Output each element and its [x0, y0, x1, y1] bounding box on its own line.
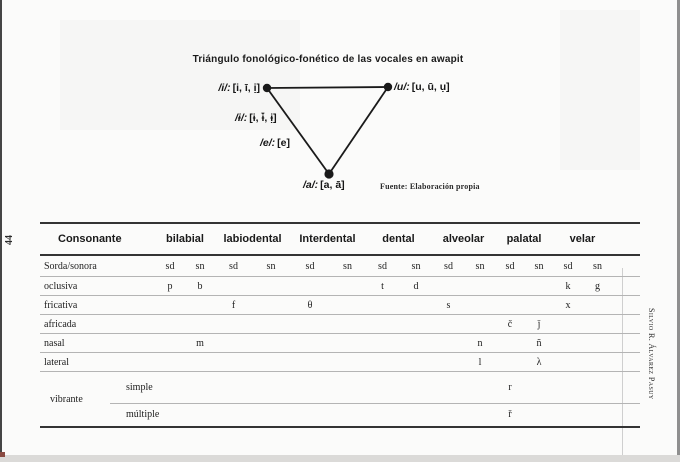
- table-cell: sn: [534, 260, 544, 272]
- table-cell: [155, 334, 185, 352]
- table-cell-filler: [612, 353, 640, 371]
- table-cell: [252, 353, 290, 371]
- table-cell: l: [478, 356, 482, 368]
- table-cell-filler: [612, 334, 640, 352]
- table-cell: θ: [307, 299, 313, 311]
- column-header-interdental: Interdental: [299, 233, 356, 245]
- table-cell: sn: [593, 260, 602, 272]
- table-cell: [553, 353, 583, 371]
- table-row-lateral: [40, 353, 640, 372]
- table-cell: č: [507, 318, 513, 330]
- table-cell: [155, 372, 185, 403]
- table-cell: [215, 372, 252, 403]
- table-cell: [185, 403, 215, 426]
- table-cell: [290, 334, 330, 352]
- table-cell: t: [381, 280, 384, 292]
- table-cell: [290, 315, 330, 333]
- table-cell: [252, 334, 290, 352]
- table-cell: [583, 403, 612, 426]
- table-cell: [400, 315, 432, 333]
- consonant-table: [40, 222, 640, 428]
- table-cell: ř: [508, 409, 512, 420]
- table-cell: g: [595, 280, 600, 292]
- vowel-label-central: [235, 112, 277, 124]
- table-cell: [553, 372, 583, 403]
- allophones-u: [u, ū, ụ]: [411, 81, 450, 93]
- figure-title: Triángulo fonológico-fonético de las vocales en awapit: [192, 54, 464, 65]
- table-row-nasal: [40, 334, 640, 353]
- table-cell: [252, 277, 290, 295]
- table-cell: x: [565, 299, 571, 311]
- phoneme-u: /u/:: [394, 81, 410, 93]
- vowel-label-i: [198, 82, 260, 94]
- table-cell: r: [508, 382, 512, 393]
- table-row-vibrante-simple: [40, 372, 640, 403]
- vowel-label-u: [394, 81, 450, 93]
- table-cell: b: [197, 280, 203, 292]
- table-cell: [290, 372, 330, 403]
- table-cell: [185, 353, 215, 371]
- table-cell: [583, 296, 612, 314]
- row-label-africada: africada: [44, 318, 77, 330]
- table-cell: [432, 372, 465, 403]
- table-cell-filler: [612, 372, 640, 403]
- table-cell: [290, 403, 330, 426]
- table-header-row: [40, 224, 640, 256]
- table-cell: [252, 403, 290, 426]
- table-cell: sd: [229, 260, 238, 272]
- table-cell: [365, 372, 400, 403]
- table-cell: [583, 353, 612, 371]
- table-cell-filler: [612, 256, 640, 276]
- page-number: 44: [3, 235, 15, 245]
- allophones-a: [a, ā]: [320, 179, 345, 191]
- table-cell: sd: [305, 260, 315, 272]
- table-cell: [400, 372, 432, 403]
- table-cell: s: [446, 299, 451, 311]
- table-cell: λ: [536, 356, 542, 368]
- table-cell: [252, 372, 290, 403]
- table-cell: [525, 277, 553, 295]
- column-header-labiodental: labiodental: [223, 233, 282, 245]
- table-cell: [330, 277, 365, 295]
- table-cell: [465, 403, 495, 426]
- phoneme-central: /ɨ/:: [235, 112, 248, 124]
- table-cell: [495, 277, 525, 295]
- table-cell: [525, 296, 553, 314]
- table-cell: [432, 334, 465, 352]
- table-cell: sn: [475, 260, 485, 272]
- phoneme-i: /i/:: [218, 82, 231, 94]
- table-cell: [330, 372, 365, 403]
- table-cell: [215, 277, 252, 295]
- table-cell-filler: [612, 277, 640, 295]
- table-cell: [400, 296, 432, 314]
- column-header-palatal: palatal: [506, 233, 542, 245]
- scan-mark: [0, 452, 5, 457]
- table-cell: [495, 353, 525, 371]
- page-bottom-strip: [0, 455, 680, 462]
- author-margin-text: Silvio R. Álvarez Pasuy: [647, 308, 656, 400]
- row-label-sorda-sonora: Sorda/sonora: [44, 260, 97, 272]
- table-cell: [553, 315, 583, 333]
- table-cell: sn: [411, 260, 421, 272]
- table-cell: [400, 334, 432, 352]
- table-cell: [465, 315, 495, 333]
- table-cell: [432, 353, 465, 371]
- column-header-dental: dental: [382, 233, 415, 245]
- table-row-africada: [40, 315, 640, 334]
- table-cell: sd: [505, 260, 515, 272]
- table-row-fricativa: [40, 296, 640, 315]
- table-cell: sn: [266, 260, 276, 272]
- table-cell-filler: [612, 403, 640, 426]
- table-cell: [465, 296, 495, 314]
- table-cell: [365, 334, 400, 352]
- table-cell: sn: [343, 260, 352, 272]
- table-cell: [185, 296, 215, 314]
- table-cell: [495, 334, 525, 352]
- table-cell: d: [413, 280, 419, 292]
- table-cell: [215, 353, 252, 371]
- table-cell: [155, 353, 185, 371]
- column-header-velar: velar: [569, 233, 596, 245]
- table-cell: [583, 334, 612, 352]
- vowel-label-e: [260, 137, 290, 149]
- table-cell: [185, 315, 215, 333]
- allophones-central: [ɨ, ɨ̄, ɨ̣]: [249, 112, 277, 124]
- phoneme-e: /e/:: [260, 137, 276, 149]
- figure-source: Fuente: Elaboración propia: [380, 182, 480, 191]
- table-cell: [215, 315, 252, 333]
- table-cell: [400, 353, 432, 371]
- table-cell: [583, 315, 612, 333]
- table-cell: [432, 277, 465, 295]
- table-cell: f: [231, 299, 236, 311]
- table-cell: [155, 296, 185, 314]
- table-cell: [553, 334, 583, 352]
- column-header-alveolar: alveolar: [442, 233, 485, 245]
- table-cell-filler: [612, 296, 640, 314]
- table-cell: ñ: [536, 337, 542, 349]
- table-cell: [185, 372, 215, 403]
- table-cell: [495, 296, 525, 314]
- table-cell: [525, 403, 553, 426]
- table-cell: [465, 277, 495, 295]
- table-cell: [465, 372, 495, 403]
- table-cell: [330, 353, 365, 371]
- scan-blotch: [560, 10, 640, 170]
- table-cell: [215, 403, 252, 426]
- table-cell: sd: [563, 260, 573, 272]
- table-cell: sn: [195, 260, 205, 272]
- row-label-simple: simple: [126, 382, 153, 393]
- header-filler: [612, 224, 640, 254]
- table-cell: [400, 403, 432, 426]
- allophones-e: [e]: [277, 137, 291, 149]
- table-cell: sd: [444, 260, 453, 272]
- table-cell: [553, 403, 583, 426]
- table-cell: [583, 372, 612, 403]
- table-cell: [290, 353, 330, 371]
- table-cell: [155, 315, 185, 333]
- table-cell: [155, 403, 185, 426]
- table-cell: sd: [378, 260, 387, 272]
- row-label-vibrante: vibrante: [50, 393, 83, 405]
- table-cell: n: [477, 337, 483, 349]
- table-cell: [365, 296, 400, 314]
- table-cell: p: [167, 280, 173, 292]
- table-cell: [290, 277, 330, 295]
- table-row-vibrante-multiple: [40, 403, 640, 426]
- vibrante-block: [40, 372, 640, 428]
- vertex-dot-a: [324, 169, 333, 178]
- table-cell: [330, 315, 365, 333]
- phoneme-a: /a/:: [303, 179, 319, 191]
- table-cell: k: [565, 280, 571, 292]
- vowel-label-a: [303, 179, 345, 191]
- row-label-oclusiva: oclusiva: [44, 280, 78, 292]
- row-label-lateral: lateral: [44, 356, 69, 368]
- table-cell: [432, 403, 465, 426]
- table-cell: [252, 315, 290, 333]
- table-cell: [365, 353, 400, 371]
- row-label-multiple: múltiple: [126, 409, 160, 420]
- row-label-nasal: nasal: [44, 337, 65, 349]
- table-cell: [365, 403, 400, 426]
- vibrante-divider-line: [110, 403, 640, 404]
- column-header-bilabial: bilabial: [166, 233, 204, 245]
- table-cell: [252, 296, 290, 314]
- vertex-dot-u: [384, 83, 392, 91]
- table-cell: [432, 315, 465, 333]
- vertex-dot-i: [263, 84, 271, 92]
- row-label-fricativa: fricativa: [44, 299, 78, 311]
- voicing-row: [40, 256, 640, 277]
- table-cell: [215, 334, 252, 352]
- table-row-oclusiva: [40, 277, 640, 296]
- table-cell: [330, 334, 365, 352]
- table-cell: m: [196, 337, 204, 349]
- table-cell: sd: [165, 260, 175, 272]
- table-cell: ǰ: [537, 318, 541, 330]
- table-cell: [330, 296, 365, 314]
- column-header-consonante: Consonante: [58, 233, 122, 245]
- table-cell-filler: [612, 315, 640, 333]
- table-cell: [365, 315, 400, 333]
- table-cell: [330, 403, 365, 426]
- allophones-i: [i, ī, ị]: [232, 82, 260, 94]
- table-cell: [525, 372, 553, 403]
